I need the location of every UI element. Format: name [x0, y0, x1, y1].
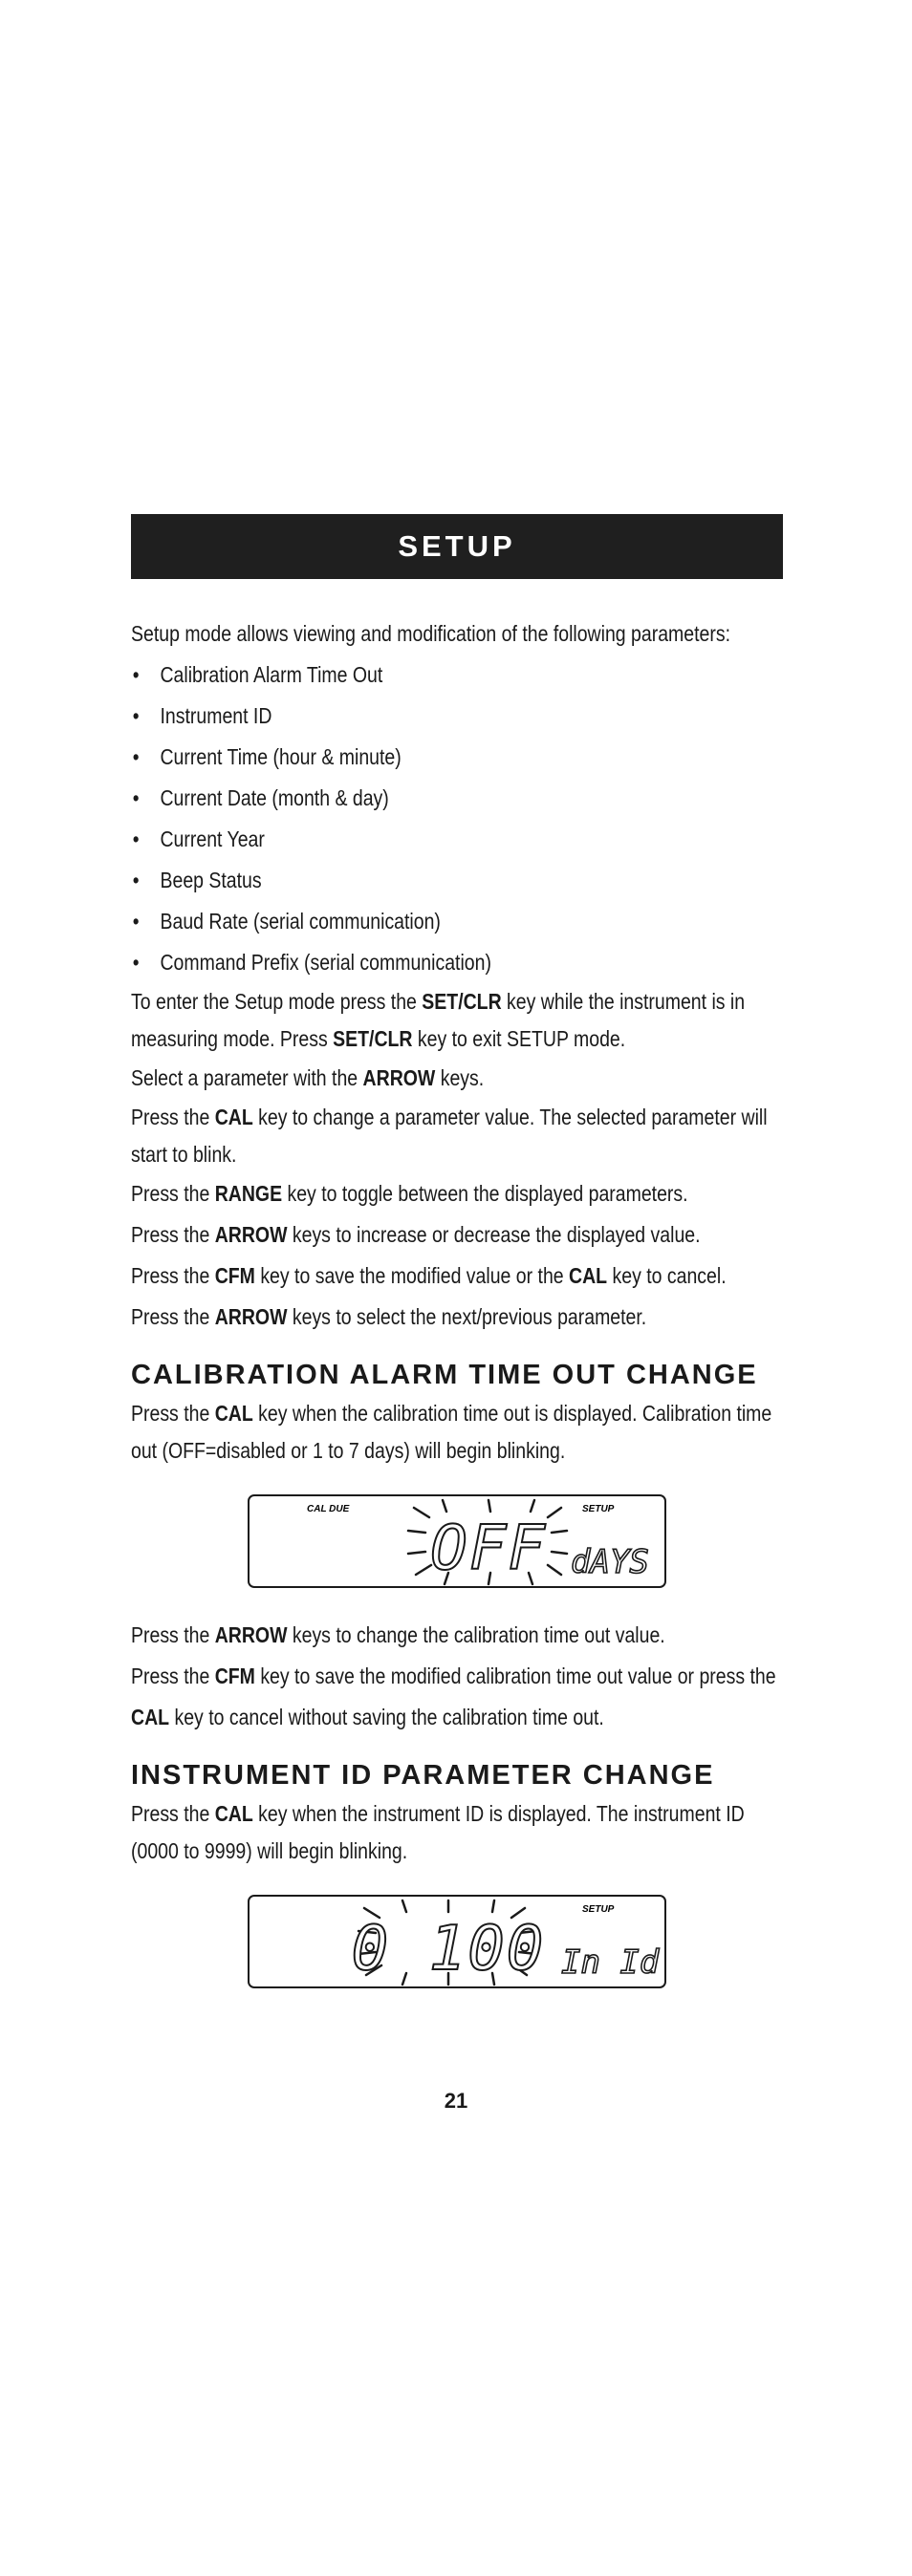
calibration-text-1: Press the CAL key when the calibration time out is displayed. Calibration time out (OFF=disabled or 1 to 7 days) will begin blinking. — [131, 1401, 772, 1463]
list-item: • Beep Status — [132, 868, 262, 892]
lcd-display-calibration — [248, 1494, 666, 1588]
instrument-id-text: Press the CAL key when the instrument ID is displayed. The instrument ID (0000 to 9999) will begin blinking. — [131, 1801, 745, 1863]
list-item: • Current Year — [132, 826, 265, 851]
lcd-unit: dAYS — [571, 1543, 649, 1581]
page-number: 21 — [444, 2089, 468, 2113]
lcd-tag-right: SETUP — [582, 1504, 615, 1514]
lcd-graphic — [250, 1897, 664, 1986]
lcd-display-wrapper — [131, 1895, 783, 1988]
calibration-heading: CALIBRATION ALARM TIME OUT CHANGE — [131, 1360, 758, 1390]
manual-page — [131, 514, 783, 2015]
list-item: • Calibration Alarm Time Out — [132, 662, 383, 687]
section-banner — [131, 514, 783, 579]
lcd-unit: In Id — [561, 1943, 660, 1982]
instruction-adjust: Press the ARROW keys to increase or decrease the displayed value. — [131, 1222, 701, 1247]
list-item: • Command Prefix (serial communication) — [132, 950, 491, 975]
parameter-list — [131, 655, 783, 983]
parameter-list-block — [131, 655, 783, 983]
instruction-select: Select a parameter with the ARROW keys. — [131, 1065, 485, 1090]
lcd-tag-left: CAL DUE — [307, 1504, 350, 1514]
instruction-enter: To enter the Setup mode press the SET/CLR key while the instrument is in measuring mode. Press SET/CLR key to exit SETUP mode. — [131, 989, 746, 1051]
intro-block — [131, 613, 783, 655]
section-title: SETUP — [398, 529, 516, 563]
instructions-block — [131, 983, 783, 1338]
instruction-change: Press the CAL key to change a parameter value. The selected parameter will start to blink. — [131, 1105, 768, 1167]
instrument-id-heading: INSTRUMENT ID PARAMETER CHANGE — [131, 1760, 715, 1791]
instruction-save: Press the CFM key to save the modified value or the CAL key to cancel. — [131, 1263, 727, 1288]
intro-text: Setup mode allows viewing and modification of the following parameters: — [131, 621, 730, 646]
calibration-text-2: Press the ARROW keys to change the calibration time out value. Press the CFM key to save the modified calibration time out value or press the CAL key to cancel without saving the calibration time out. — [131, 1622, 776, 1729]
lcd-tag-right: SETUP — [582, 1904, 615, 1915]
lcd-value: 0 100 — [351, 1914, 546, 1985]
instruction-next: Press the ARROW keys to select the next/previous parameter. — [131, 1304, 647, 1329]
list-item: • Current Time (hour & minute) — [132, 744, 402, 769]
list-item: • Current Date (month & day) — [132, 785, 389, 810]
lcd-display-instrument-id — [248, 1895, 666, 1988]
lcd-display-wrapper — [131, 1494, 783, 1588]
list-item: • Instrument ID — [132, 703, 272, 728]
lcd-value: OFF — [430, 1513, 547, 1584]
instruction-toggle: Press the RANGE key to toggle between the displayed parameters. — [131, 1181, 688, 1206]
list-item: • Baud Rate (serial communication) — [132, 909, 441, 934]
lcd-graphic — [250, 1496, 664, 1586]
